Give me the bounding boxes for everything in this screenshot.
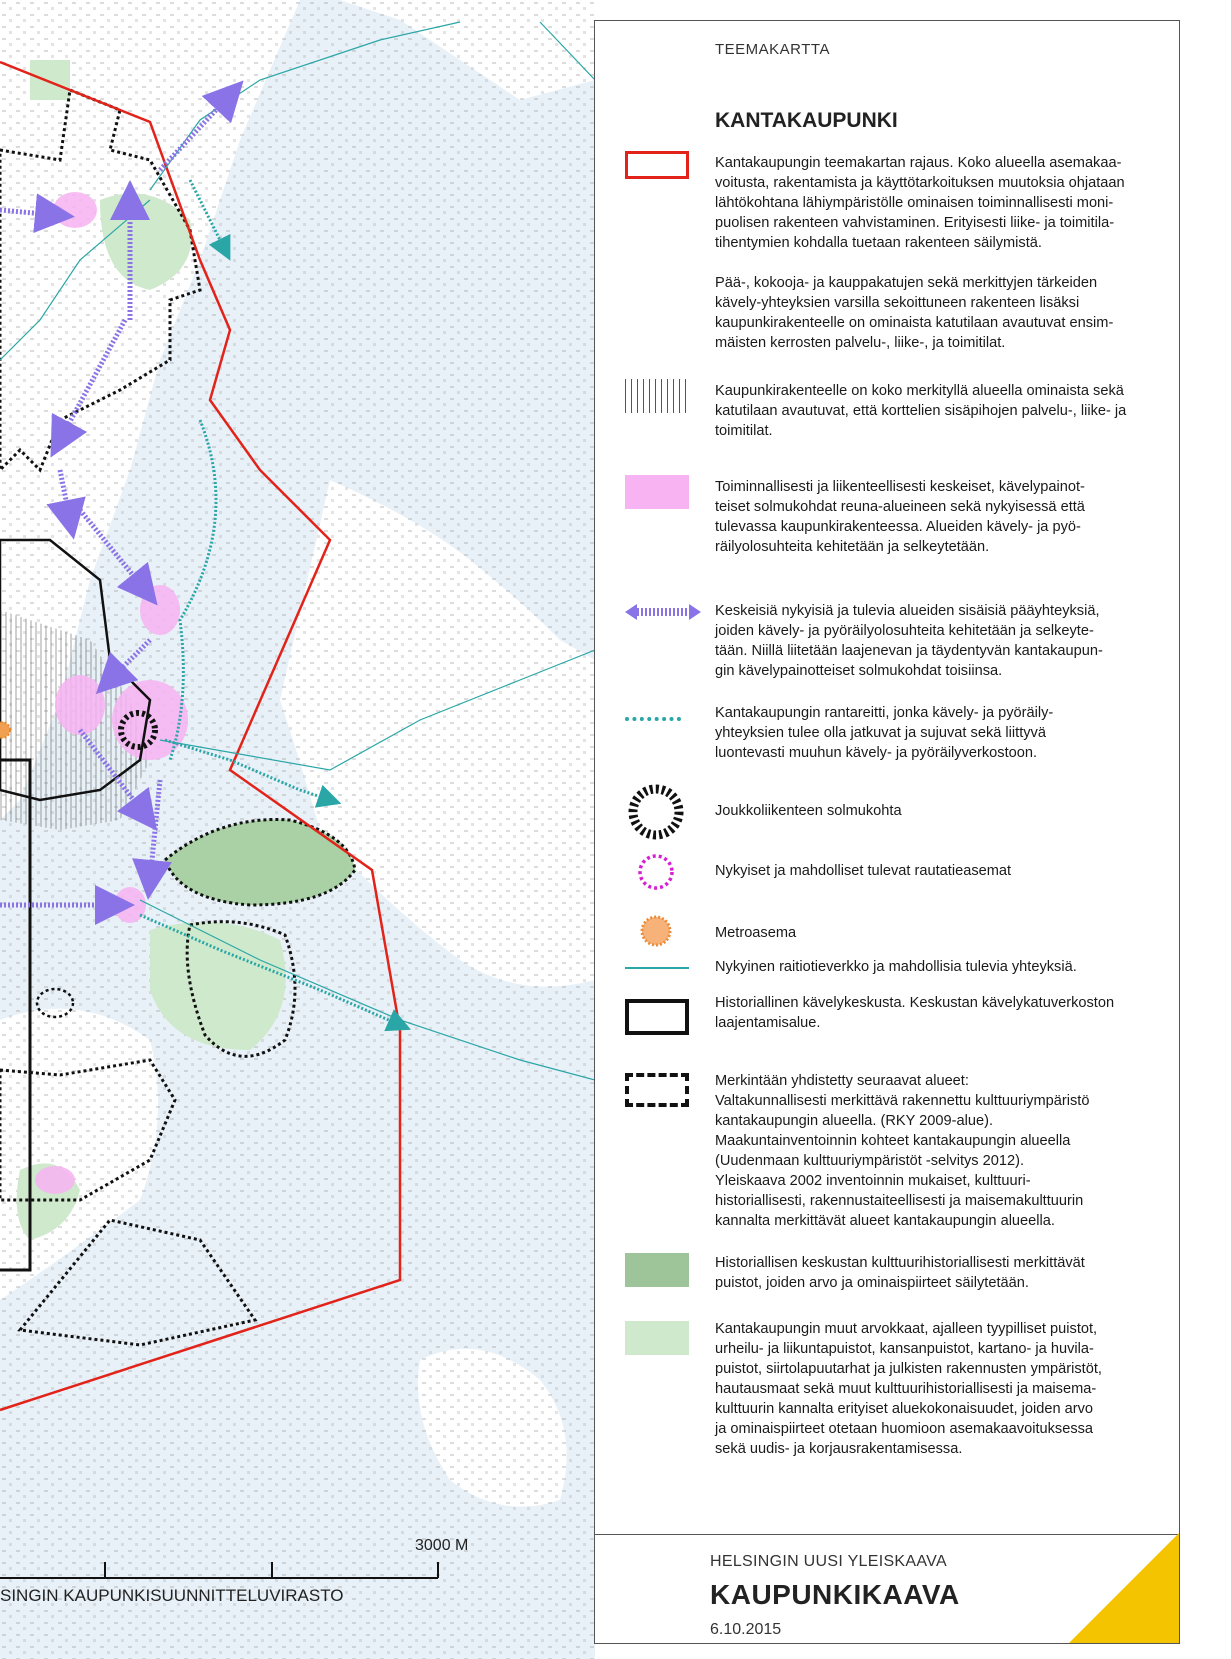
- legend-text-pink: Toiminnallisesti ja liikenteellisesti keskeiset, kävelypainot- teiset solmukohdat reuna-alueineen sekä nykyisessä että tulevassa kaupunkirakenteessa. Alueiden kävely- ja pyö- räilyolosuhteita kehitetään ja selkeytetään.: [715, 479, 1085, 555]
- legend-text-arrows: Keskeisiä nykyisiä ja tulevia alueiden sisäisiä pääyhteyksiä, joiden kävely- ja pyöräilyolosuhteita kehitetään ja selkeyte- tään. Niillä liitetään laajenevan ja täydentyvän kantakaupun- gin kävelypainotteiset solmukohdat toisiinsa.: [715, 603, 1103, 679]
- plan-title: KAUPUNKIKAAVA: [710, 1579, 960, 1610]
- pink-node-5: [55, 675, 105, 735]
- legend-text-boundary: Kantakaupungin teemakartan rajaus. Koko alueella asemakaa- voitusta, rakentamista ja käyttötarkoituksen muutoksia ohjataan lähtökohtana lähiympäristölle ominaisen toiminnallisesti moni- puolisen rakenteen vahvistaminen. Erityisesti liike- ja toimitila- tihentymien kohdalla tuetaan rakenteen säilymistä. Pää-, kokooja- ja kauppakatujen sekä merkittyjen tärkeiden kävely-yhteyksien varsilla sekoittuneen rakenteen lisäksi kaupunkirakenteelle on ominaista katutilaan avautuvat ensim- mäisten kerrosten palvelu-, liike-, ja toimitilat.: [715, 155, 1125, 351]
- legend-text-rail: Nykyiset ja mahdolliset tulevat rautatieasemat: [715, 863, 1012, 879]
- pink-node-4: [114, 887, 146, 923]
- pink-node-6: [35, 1166, 75, 1194]
- park-light-4: [30, 60, 70, 100]
- transit-node-icon: [627, 783, 685, 841]
- legend-text-light-green: Kantakaupungin muut arvokkaat, ajalleen tyypilliset puistot, urheilu- ja liikuntapuistot, kansanpuistot, kartano- ja huvila- puistot, siirtolapuutarhat ja julkisten rakennusten ympäristöt, hautausmaat sekä muut kulttuurihistoriallisesti ja maisema- kulttuurin kannalta erityiset aluekokonaisuudet, joiden arvo ja ominaispiirteet otetaan huomioon asemakaavoituksessa sekä uudis- ja korjausrakentamisessa.: [715, 1321, 1102, 1457]
- office-name: SINGIN KAUPUNKISUUNNITTELUVIRASTO: [0, 1586, 344, 1605]
- metro-station-icon: [639, 914, 673, 948]
- double-arrow-icon: [625, 601, 701, 623]
- legend-text-waterfront: Kantakaupungin rantareitti, jonka kävely- ja pyöräily- yhteyksien tulee olla jatkuvat ja sujuvat sekä liittyvä luontevasti muuhun kävely- ja pyöräilyverkostoon.: [715, 705, 1054, 761]
- heritage-area-symbol: [625, 1073, 689, 1107]
- legend-panel: [594, 20, 1180, 1644]
- plan-date: 6.10.2015: [710, 1621, 782, 1638]
- legend-text-tram: Nykyinen raitiotieverkko ja mahdollisia tulevia yhteyksiä.: [715, 959, 1077, 975]
- dark-green-symbol: [625, 1253, 689, 1287]
- pink-node-1: [112, 680, 188, 760]
- light-green-symbol: [625, 1321, 689, 1355]
- walking-center-symbol: [625, 999, 689, 1035]
- city-map: [0, 0, 595, 1659]
- pink-node-3: [53, 192, 97, 228]
- rail-station-icon: [637, 853, 675, 891]
- plan-name: HELSINGIN UUSI YLEISKAAVA: [710, 1553, 947, 1570]
- tram-line-symbol: [625, 967, 689, 969]
- legend-text-dark-green: Historiallisen keskustan kulttuurihistoriallisesti merkittävät puistot, joiden arvo ja ominaispiirteet säilytetään.: [715, 1255, 1085, 1291]
- corner-triangle: [1069, 1533, 1179, 1643]
- legend-title: KANTAKAUPUNKI: [715, 109, 898, 132]
- legend-text-metro: Metroasema: [715, 925, 797, 941]
- pink-node-2: [140, 585, 180, 635]
- waterfront-route-symbol: [625, 717, 681, 721]
- boundary-symbol: [625, 151, 689, 179]
- legend-text-heritage: Merkintään yhdistetty seuraavat alueet: Valtakunnallisesti merkittävä rakennettu kulttuuriympäristö kantakaupungin alueella. (RKY 2009-alue). Maakuntainventoinnin kohteet kantakaupungin alueella (Uudenmaan kulttuuriympäristöt -selvitys 2012). Yleiskaava 2002 inventoinnin mukaiset, kulttuuri- historiallisesti, rakennustaiteellisesti ja maisemakulttuurin kannalta merkittävät alueet kantakaupungin alueella.: [715, 1073, 1090, 1229]
- hatching-symbol: [625, 379, 689, 413]
- legend-text-walking: Historiallinen kävelykeskusta. Keskustan kävelykatuverkoston laajentamisalue.: [715, 995, 1115, 1031]
- metro-station: [0, 722, 10, 738]
- legend-text-transit: Joukkoliikenteen solmukohta: [715, 803, 902, 819]
- legend-text-hatching: Kaupunkirakenteelle on koko merkityllä alueella ominaista sekä katutilaan avautuvat, että korttelien sisäpihojen palvelu-, liike- ja toimitilat.: [715, 383, 1127, 439]
- theme-label: TEEMAKARTTA: [715, 41, 830, 58]
- scale-label: 3000 M: [415, 1537, 469, 1554]
- pink-node-symbol: [625, 475, 689, 509]
